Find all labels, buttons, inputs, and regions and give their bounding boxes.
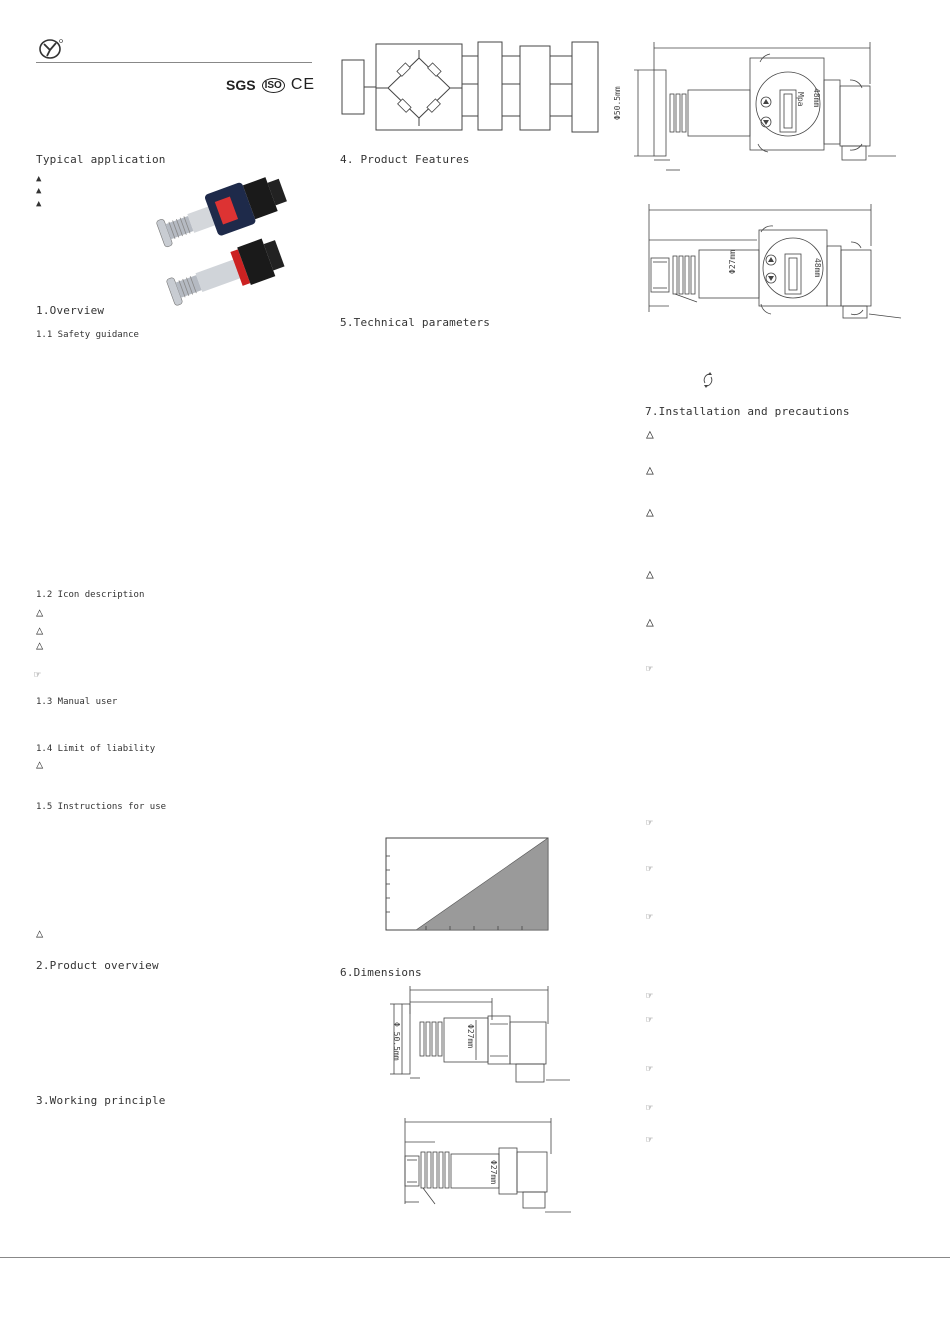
heading-working-principle: 3.Working principle <box>36 1094 166 1107</box>
heading-instructions-for-use: 1.5 Instructions for use <box>36 802 167 812</box>
company-logo-icon <box>38 38 64 60</box>
warning-triangle-icon: △ <box>36 926 44 940</box>
product-photo <box>152 160 302 314</box>
heading-limit-of-liability: 1.4 Limit of liability <box>36 744 156 754</box>
dim4-body-label: Φ27mm <box>728 249 737 274</box>
dim4-display-label: 48mm <box>813 258 822 278</box>
dim3-flange-label: Φ50.5mm <box>613 86 622 120</box>
heading-product-overview: 2.Product overview <box>36 959 159 972</box>
bullet-triangle-2: ▲ <box>36 186 42 196</box>
bullet-triangle-3: ▲ <box>36 199 42 209</box>
warning-triangle-icon: △ <box>646 567 654 582</box>
dim3-display-label: 48mm <box>812 88 821 108</box>
dim1-body-label: Φ27mm <box>466 1024 475 1049</box>
company-logo <box>38 38 64 64</box>
footer-rule <box>0 1257 950 1258</box>
ce-logo: CE <box>290 76 316 93</box>
heading-installation-precautions: 7.Installation and precautions <box>645 405 850 418</box>
pointing-hand-icon: ☞ <box>646 910 653 923</box>
pointing-hand-icon: ☞ <box>646 1133 653 1146</box>
pointing-hand-icon: ☞ <box>646 1062 653 1075</box>
pointing-hand-icon: ☞ <box>646 989 653 1002</box>
heading-dimensions: 6.Dimensions <box>340 966 422 979</box>
bullet-triangle-1: ▲ <box>36 174 42 184</box>
iso-logo: ISO <box>262 78 285 93</box>
dimension-drawing-flange <box>380 984 570 1098</box>
sgs-logo: SGS <box>226 77 256 93</box>
heading-technical-parameters: 5.Technical parameters <box>340 316 491 329</box>
rotate-arrows-icon <box>702 371 714 393</box>
warning-triangle-icon: △ <box>646 615 654 630</box>
pointing-hand-icon: ☞ <box>646 1101 653 1114</box>
warning-triangle-icon: △ <box>646 505 654 520</box>
dim3-unit-label: Mpa <box>796 92 805 107</box>
pointing-hand-icon: ☞ <box>646 662 653 675</box>
heading-icon-description: 1.2 Icon description <box>36 590 145 600</box>
circuit-diagram <box>340 40 602 138</box>
pointing-hand-icon: ☞ <box>34 668 41 681</box>
header-rule <box>36 62 312 63</box>
warning-triangle-icon: △ <box>36 623 44 637</box>
pointing-hand-icon: ☞ <box>646 862 653 875</box>
pointing-hand-icon: ☞ <box>646 1013 653 1026</box>
operating-range-chart <box>384 836 552 940</box>
warning-triangle-icon: △ <box>646 427 654 442</box>
heading-manual-user: 1.3 Manual user <box>36 697 118 707</box>
warning-triangle-icon: △ <box>646 463 654 478</box>
certification-logos <box>226 76 315 94</box>
dim2-body-label: Φ27mm <box>489 1160 498 1185</box>
dimension-drawing-flange-display <box>613 40 900 184</box>
heading-typical-application: Typical application <box>36 153 166 166</box>
dimension-drawing-threaded <box>395 1114 575 1222</box>
warning-triangle-icon: △ <box>36 638 44 652</box>
heading-safety-guidance: 1.1 Safety guidance <box>36 330 139 340</box>
dim1-flange-label: Φ 50.5mm <box>392 1022 401 1061</box>
warning-triangle-icon: △ <box>36 757 44 771</box>
dimension-drawing-threaded-display <box>645 202 905 330</box>
pointing-hand-icon: ☞ <box>646 816 653 829</box>
heading-product-features: 4. Product Features <box>340 153 470 166</box>
heading-overview: 1.Overview <box>36 304 105 317</box>
warning-triangle-icon: △ <box>36 605 44 619</box>
